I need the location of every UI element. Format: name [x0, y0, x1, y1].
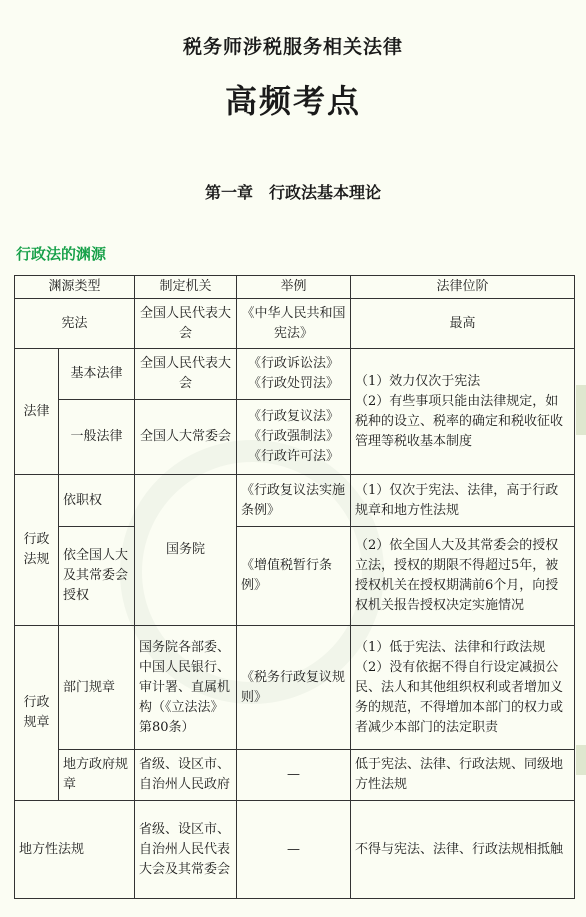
header-cell: 渊源类型: [15, 276, 135, 299]
table-header-row: [15, 276, 575, 299]
table-row: [15, 527, 575, 626]
type-cell: 地方政府规章: [59, 750, 135, 801]
page-edge-strip: [576, 745, 586, 775]
type-cell: 基本法律: [59, 349, 135, 400]
rank-cell: （1）仅次于宪法、法律，高于行政规章和地方性法规: [351, 475, 575, 527]
example-line: 《行政许可法》: [248, 449, 340, 464]
rank-cell: [351, 349, 575, 475]
rank-line: （1）效力仅次于宪法: [355, 373, 481, 389]
table-row: [15, 299, 575, 349]
rank-line: （1）低于宪法、法律和行政法规: [355, 639, 546, 655]
rank-cell: 低于宪法、法律、行政法规、同级地方性法规: [351, 750, 575, 801]
rank-cell: [351, 626, 575, 750]
example-line: 《行政复议法》: [248, 409, 340, 424]
table-row: [15, 349, 575, 400]
type-cell: 部门规章: [59, 626, 135, 750]
table-row: [15, 750, 575, 801]
page-edge-strip: [576, 385, 586, 435]
rank-line: （2）没有依据不得自行设定减损公民、法人和其他组织权利或者增加义务的规范，不得增加本部门的权力或者减少本部门的法定职责: [355, 659, 564, 735]
organ-cell: 全国人民代表大会: [135, 349, 237, 400]
type-cell: 依职权: [59, 475, 135, 527]
section-title: 行政法的渊源: [16, 245, 107, 263]
example-cell: 《税务行政复议规则》: [237, 626, 351, 750]
group-cell: 法律: [15, 349, 59, 475]
example-cell: 《中华人民共和国宪法》: [237, 299, 351, 349]
chapter-title: 第一章 行政法基本理论: [204, 183, 381, 202]
table-row: [15, 801, 575, 899]
table-row: [15, 626, 575, 750]
rank-cell: 最高: [351, 299, 575, 349]
example-cell: —: [237, 801, 351, 899]
rank-cell: （2）依全国人大及其常委会的授权立法，授权的期限不得超过5年，被授权机关在授权期满前6个月，向授权机关报告授权决定实施情况: [351, 527, 575, 626]
example-cell: 《行政复议法实施条例》: [237, 475, 351, 527]
type-cell: 宪法: [15, 299, 135, 349]
group-cell: 行政法规: [15, 475, 59, 626]
organ-cell: 省级、设区市、自治州人民代表大会及其常委会: [135, 801, 237, 899]
header-cell: 法律位阶: [351, 276, 575, 299]
example-cell: [237, 349, 351, 400]
table-row: [15, 475, 575, 527]
example-cell: [237, 400, 351, 475]
organ-cell: 省级、设区市、自治州人民政府: [135, 750, 237, 801]
book-subtitle: 高频考点: [224, 82, 361, 120]
type-cell: 一般法律: [59, 400, 135, 475]
example-cell: 《增值税暂行条例》: [237, 527, 351, 626]
organ-cell: 全国人大常委会: [135, 400, 237, 475]
organ-cell: 国务院: [135, 475, 237, 626]
example-line: 《行政处罚法》: [248, 376, 340, 391]
header-cell: 举例: [237, 276, 351, 299]
header-cell: 制定机关: [135, 276, 237, 299]
example-line: 《行政诉讼法》: [248, 356, 340, 371]
source-table: [14, 275, 575, 899]
rank-line: （2）有些事项只能由法律规定，如税种的设立、税率的确定和税收征收管理等税收基本制度: [355, 393, 564, 449]
example-cell: —: [237, 750, 351, 801]
type-cell: 地方性法规: [15, 801, 135, 899]
organ-cell: 全国人民代表大会: [135, 299, 237, 349]
group-cell: 行政规章: [15, 626, 59, 801]
rank-cell: 不得与宪法、法律、行政法规相抵触: [351, 801, 575, 899]
type-cell: 依全国人大及其常委会授权: [59, 527, 135, 626]
organ-cell: 国务院各部委、中国人民银行、审计署、直属机构（《立法法》第80条）: [135, 626, 237, 750]
book-title: 税务师涉税服务相关法律: [182, 36, 403, 58]
example-line: 《行政强制法》: [248, 429, 340, 444]
